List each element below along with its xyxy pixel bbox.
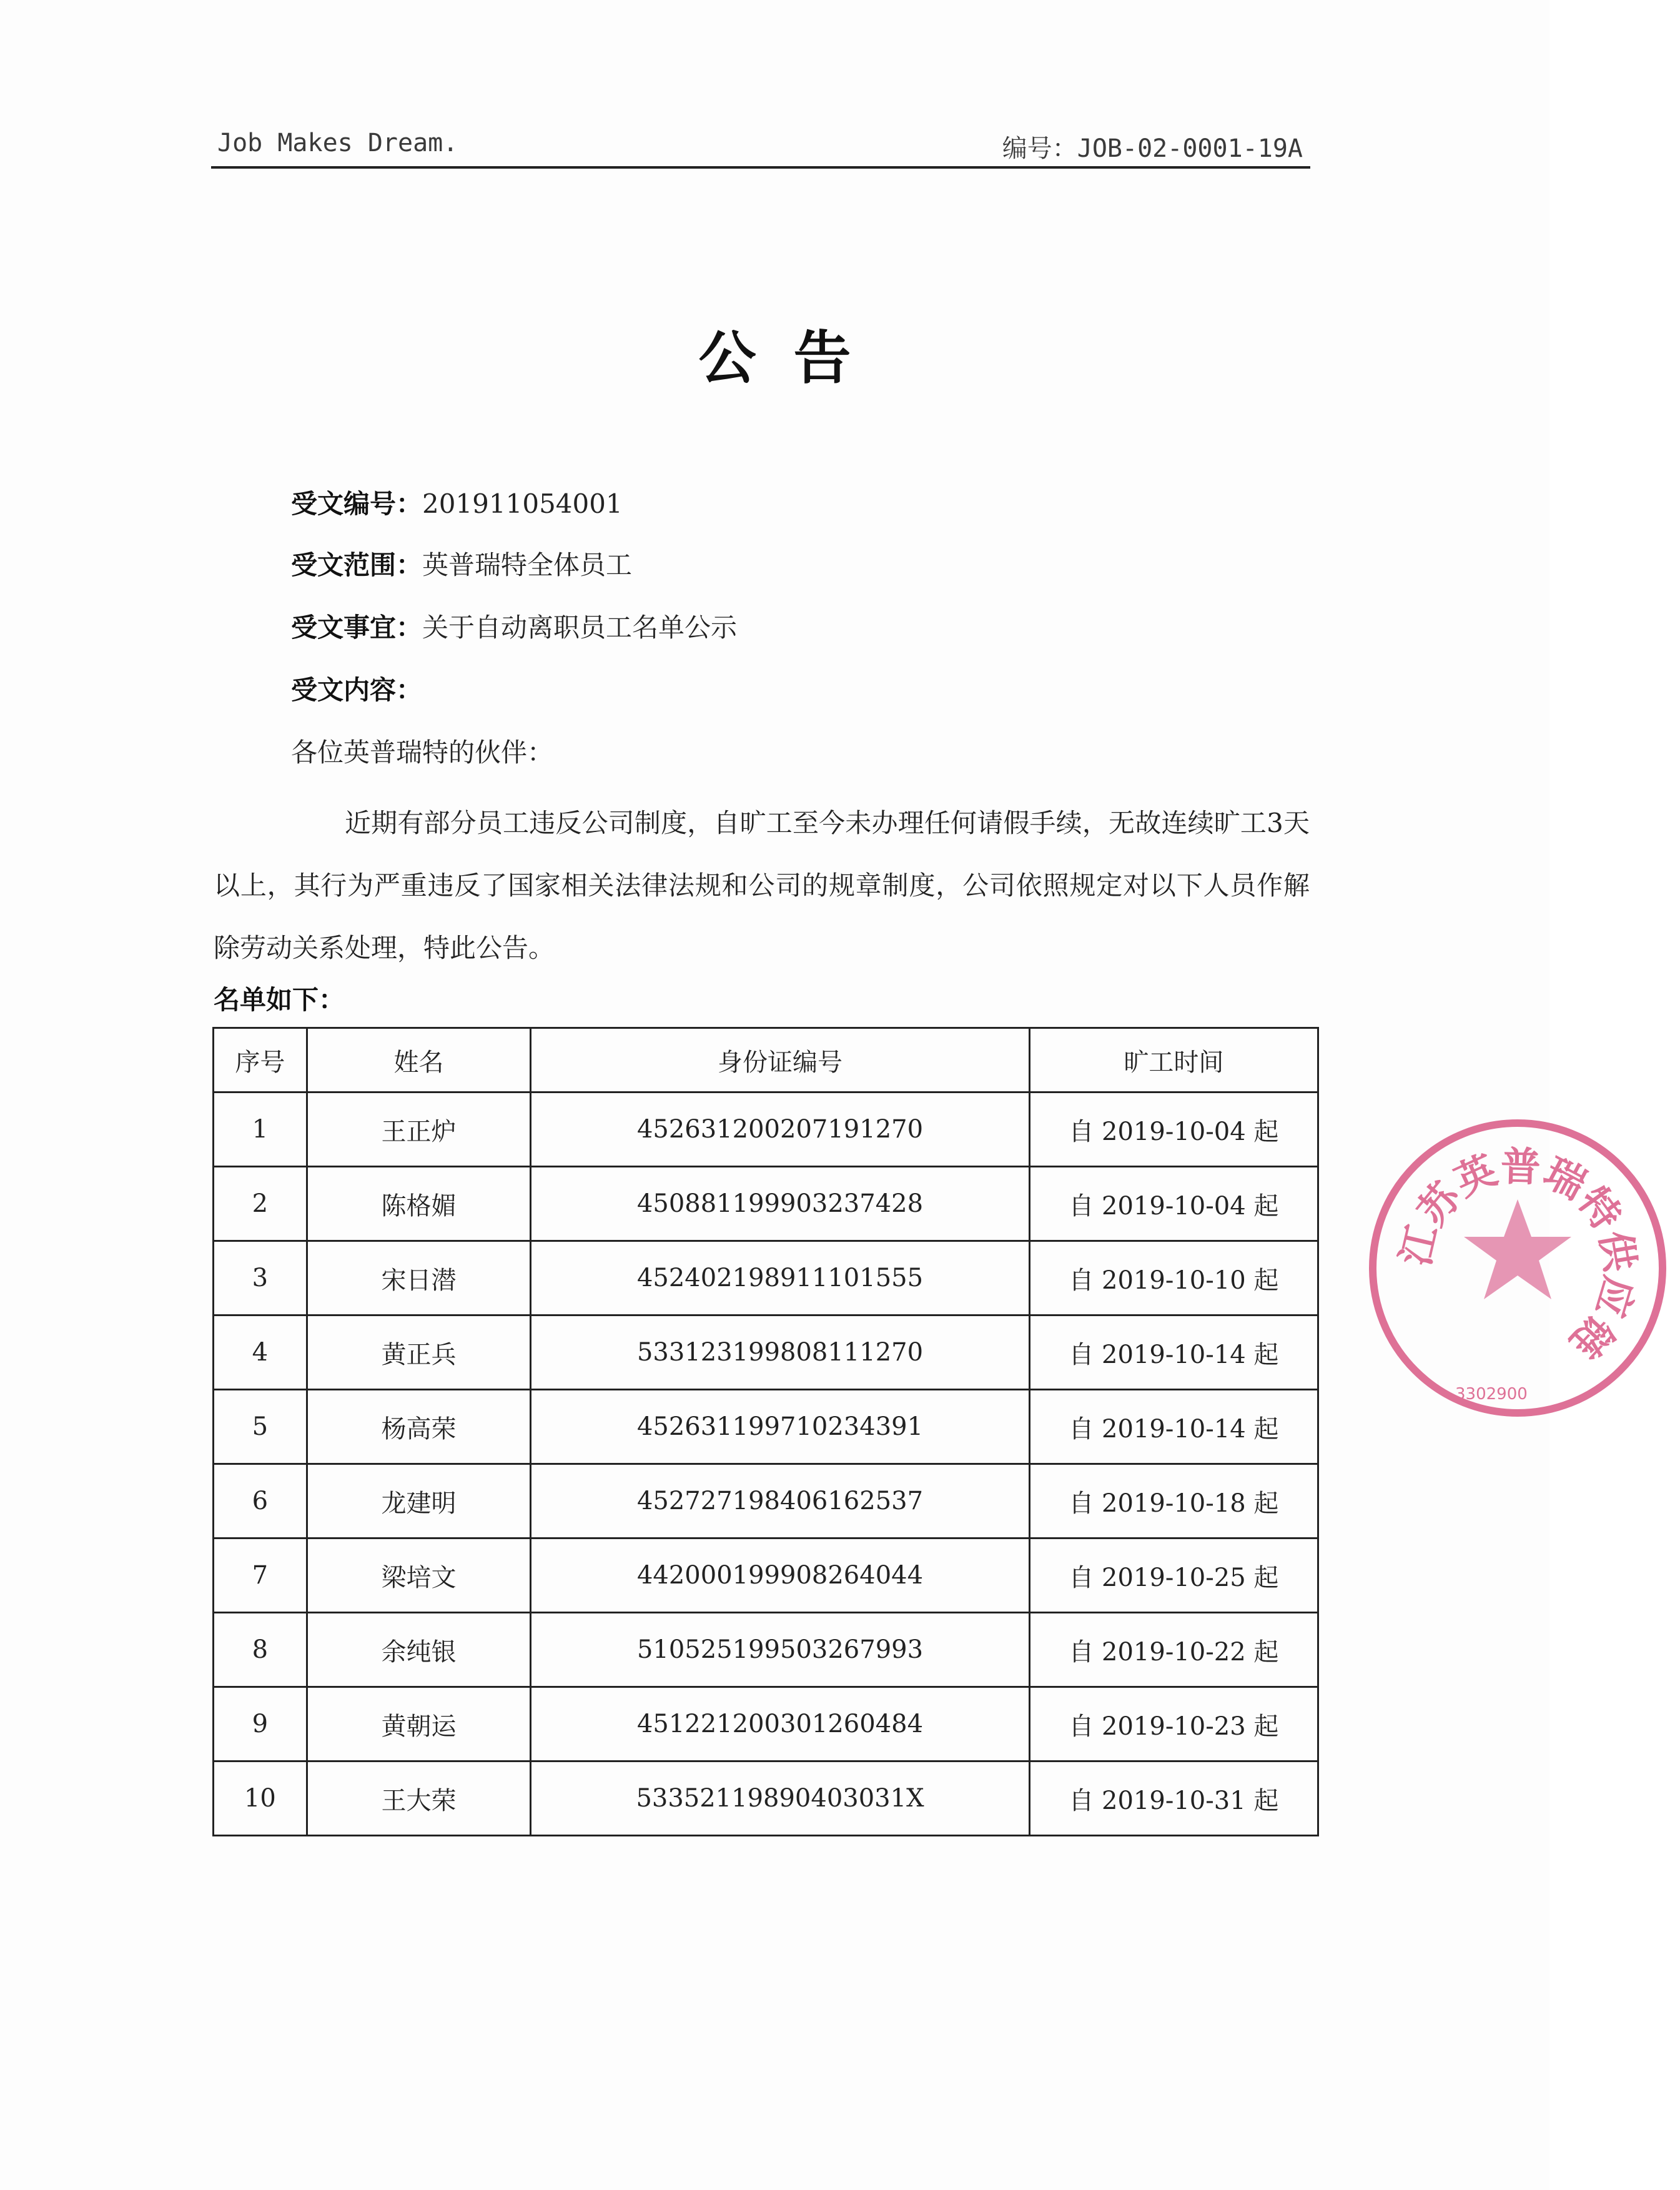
header-absence-date: 旷工时间	[1029, 1028, 1318, 1093]
cell-name: 黄朝运	[307, 1687, 531, 1761]
header-slogan: Job Makes Dream.	[217, 129, 458, 157]
cell-id-number: 451221200301260484	[531, 1687, 1029, 1761]
company-seal	[1355, 1106, 1680, 1430]
page-title: 公告	[698, 325, 889, 392]
cell-name: 宋日潜	[307, 1241, 531, 1315]
cell-id-number: 442000199908264044	[531, 1538, 1029, 1613]
cell-absence-date: 自 2019-10-18 起	[1029, 1464, 1318, 1538]
cell-id-number: 452727198406162537	[531, 1464, 1029, 1538]
cell-id-number: 452402198911101555	[531, 1241, 1029, 1315]
table-row	[214, 1538, 1318, 1613]
field-subject-value: 关于自动离职员工名单公示	[422, 612, 738, 643]
cell-name: 龙建明	[307, 1464, 531, 1538]
field-number	[291, 483, 623, 521]
header-rule	[211, 166, 1310, 169]
field-scope-value: 英普瑞特全体员工	[422, 550, 633, 580]
cell-serial: 10	[214, 1761, 307, 1836]
greeting: 各位英普瑞特的伙伴：	[291, 737, 554, 768]
header-id-number: 身份证编号	[531, 1028, 1029, 1093]
cell-id-number: 53352119890403031X	[531, 1761, 1029, 1836]
field-scope	[291, 545, 632, 582]
header-name: 姓名	[307, 1028, 531, 1093]
body-paragraph: 近期有部分员工违反公司制度，自旷工至今未办理任何请假手续，无故连续旷工3天以上，其行为严重违反了国家相关法律法规和公司的规章制度，公司依照规定对以下人员作解除劳动关系处理，特此公告。	[214, 808, 1310, 963]
seal-code: 3302900	[1455, 1385, 1528, 1404]
cell-absence-date: 自 2019-10-23 起	[1029, 1687, 1318, 1761]
table-row	[214, 1167, 1318, 1241]
cell-serial: 9	[214, 1687, 307, 1761]
field-number-value: 201911054001	[422, 488, 623, 519]
cell-id-number: 510525199503267993	[531, 1613, 1029, 1687]
cell-id-number: 450881199903237428	[531, 1167, 1029, 1241]
table-row	[214, 1687, 1318, 1761]
cell-absence-date: 自 2019-10-31 起	[1029, 1761, 1318, 1836]
cell-name: 梁培文	[307, 1538, 531, 1613]
table-row	[214, 1241, 1318, 1315]
field-content	[291, 670, 422, 707]
cell-serial: 7	[214, 1538, 307, 1613]
cell-absence-date: 自 2019-10-14 起	[1029, 1390, 1318, 1464]
cell-serial: 3	[214, 1241, 307, 1315]
table-row	[214, 1390, 1318, 1464]
table-header-row	[214, 1028, 1318, 1093]
cell-name: 陈格媚	[307, 1167, 531, 1241]
seal-text: 江苏英普瑞特供应链	[1391, 1143, 1644, 1367]
cell-name: 余纯银	[307, 1613, 531, 1687]
list-title: 名单如下：	[214, 984, 345, 1015]
cell-serial: 4	[214, 1315, 307, 1390]
cell-id-number: 533123199808111270	[531, 1315, 1029, 1390]
cell-name: 杨高荣	[307, 1390, 531, 1464]
cell-absence-date: 自 2019-10-25 起	[1029, 1538, 1318, 1613]
header-doc-number: 编号：JOB-02-0001-19A	[1002, 134, 1303, 163]
cell-serial: 2	[214, 1167, 307, 1241]
cell-absence-date: 自 2019-10-22 起	[1029, 1613, 1318, 1687]
field-subject	[291, 607, 737, 645]
cell-id-number: 452631200207191270	[531, 1093, 1029, 1167]
table-row	[214, 1464, 1318, 1538]
cell-absence-date: 自 2019-10-04 起	[1029, 1167, 1318, 1241]
cell-id-number: 452631199710234391	[531, 1390, 1029, 1464]
cell-absence-date: 自 2019-10-14 起	[1029, 1315, 1318, 1390]
cell-name: 王大荣	[307, 1761, 531, 1836]
table-row	[214, 1093, 1318, 1167]
field-number-label: 受文编号：	[291, 488, 423, 519]
star-icon	[1464, 1199, 1571, 1299]
field-content-label: 受文内容：	[291, 675, 423, 705]
cell-name: 王正炉	[307, 1093, 531, 1167]
header-serial: 序号	[214, 1028, 307, 1093]
cell-serial: 1	[214, 1093, 307, 1167]
cell-serial: 8	[214, 1613, 307, 1687]
cell-name: 黄正兵	[307, 1315, 531, 1390]
field-scope-label: 受文范围：	[291, 550, 423, 580]
cell-serial: 6	[214, 1464, 307, 1538]
cell-absence-date: 自 2019-10-04 起	[1029, 1093, 1318, 1167]
table-row	[214, 1315, 1318, 1390]
field-subject-label: 受文事宜：	[291, 612, 423, 643]
table-row	[214, 1761, 1318, 1836]
table-row	[214, 1613, 1318, 1687]
cell-absence-date: 自 2019-10-10 起	[1029, 1241, 1318, 1315]
dismissal-table	[212, 1027, 1319, 1836]
cell-serial: 5	[214, 1390, 307, 1464]
